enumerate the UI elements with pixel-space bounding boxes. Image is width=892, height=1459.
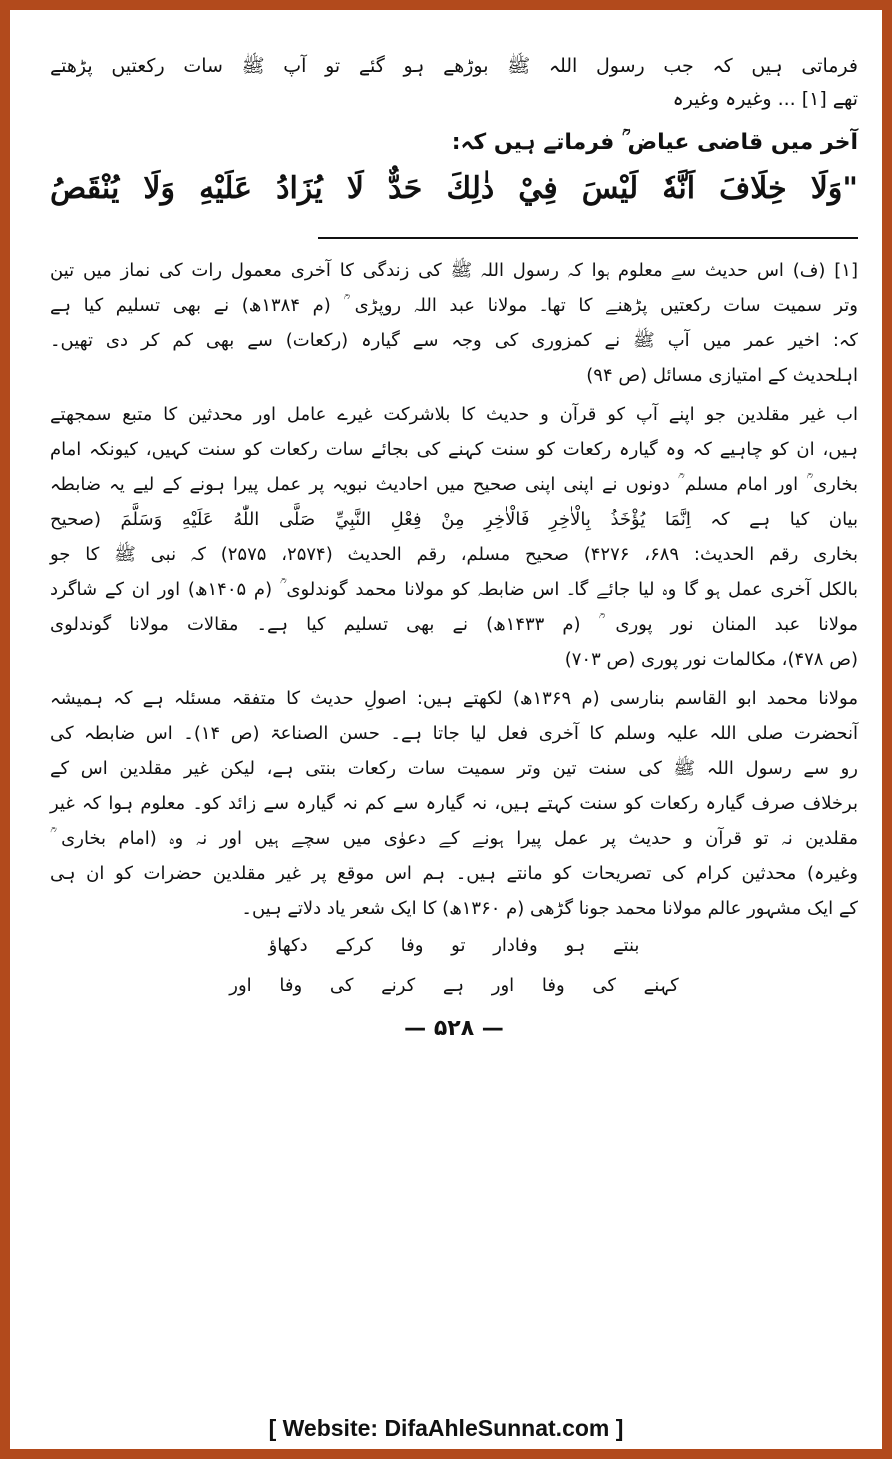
- arabic-quote: "وَلَا خِلَافَ اَنَّهٗ لَيْسَ فِيْ ذٰلِكَ حَدٌّ لَا يُزَادُ عَلَيْهِ وَلَا يُنْقَصُ: [50, 171, 858, 206]
- document-page: [10, 10, 882, 1449]
- footnote-paragraph-1: [50, 253, 858, 393]
- footnote-line: [۱] (ف) اس حدیث سے معلوم ہوا کہ رسول اللہ ﷺ کی زندگی کا آخری معمول رات کی نماز میں تین: [50, 260, 858, 281]
- footnote-line: مولانا عبد المنان نور پوری ؒ (م ۱۴۳۳ھ) نے بھی تسلیم کیا ہے۔ مقالات مولانا گوندلوی: [50, 614, 858, 635]
- footnote-line: (ص ۴۷۸)، مکالمات نور پوری (ص ۷۰۳): [564, 649, 858, 670]
- footnote-paragraph-3: [50, 681, 858, 926]
- page-content: [50, 50, 858, 1045]
- footnote-line: بخاری رقم الحدیث: ۶۸۹، ۴۲۷۶) صحیح مسلم، رقم الحدیث (۲۵۷۴، ۲۵۷۵) کہ نبی ﷺ کا جو: [50, 544, 858, 565]
- footnote-line: اہلحدیث کے امتیازی مسائل (ص ۹۴): [586, 365, 858, 386]
- footnote-line: رو سے رسول اللہ ﷺ کی سنت تین وتر سمیت سات رکعات بنتی ہے، لیکن غیر مقلدین اس کے: [50, 758, 858, 779]
- footnote-line: کے ایک مشہور عالم مولانا محمد جونا گڑھی (م ۱۳۶۰ھ) کا ایک شعر یاد دلاتے ہیں۔: [241, 898, 858, 919]
- footnote-line: مقلدین نہ تو قرآن و حدیث پر عمل پیرا ہونے کے دعوٰی میں سچے ہیں اور نہ وہ (امام بخاری ؒ: [50, 828, 858, 849]
- body-line: فرماتی ہیں کہ جب رسول اللہ ﷺ بوڑھے ہو گئے تو آپ ﷺ سات رکعتیں پڑھتے: [50, 55, 858, 77]
- qadi-iyad-heading: آخر میں قاضی عیاض ؒ فرماتے ہیں کہ:: [451, 130, 858, 155]
- footnote-line: اب غیر مقلدین جو اپنے آپ کو قرآن و حدیث کا بلاشرکت غیرے عامل اور محدثین کا متبع سمجھتے: [50, 404, 858, 425]
- footnote-line: وغیرہ) محدثین کرام کی تصریحات کو مانتے ہیں۔ ہم اس موقع پر غیر مقلدین حضرات کو ان ہی: [50, 863, 858, 884]
- footnote-divider: [318, 237, 858, 239]
- footnote-line: وتر سمیت سات رکعتیں پڑھنے کا تھا۔ مولانا عبد اللہ روپڑی ؒ (م ۱۳۸۴ھ) نے بھی تسلیم کیا ہے: [50, 295, 858, 316]
- footnote-line: بخاری ؒ اور امام مسلم ؒ دونوں نے اپنی اپنی صحیح میں احادیث نبویہ پر عمل پیرا ہونے کے لیے یہ ضابطہ: [50, 474, 858, 495]
- body-line: تھے [۱] ... وغیرہ وغیرہ: [672, 88, 858, 110]
- poem-line: بنتے ہو وفادار تو وفا کرکے دکھاؤ: [268, 935, 640, 956]
- footnote-line: ہیں، ان کو چاہیے کہ وہ گیارہ رکعات کو سنت کہنے کی بجائے سات رکعات کو سنت کہیں، کیونکہ امام: [50, 439, 858, 460]
- footnote-line: کہ: اخیر عمر میں آپ ﷺ نے کمزوری کی وجہ سے گیارہ (رکعات) سے بھی کم کر دی تھیں۔: [50, 330, 858, 351]
- poem-line: کہنے کی وفا اور ہے کرنے کی وفا اور: [229, 975, 679, 996]
- footnote-line: بیان کیا ہے کہ اِنَّمَا يُؤْخَذُ بِالْاٰخِرِ فَالْاٰخِرِ مِنْ فِعْلِ النَّبِيِّ صَلَّى اللّٰهُ عَلَيْهِ وَسَلَّمَ (صحیح: [50, 509, 858, 530]
- footnote-line: آنحضرت صلی اللہ علیہ وسلم کا آخری فعل لیا جاتا ہے۔ حسن الصناعۃ (ص ۱۴)۔ اس ضابطہ کی: [50, 723, 858, 744]
- footnote-paragraph-2: [50, 397, 858, 677]
- footnote-line: مولانا محمد ابو القاسم بنارسی (م ۱۳۶۹ھ) لکھتے ہیں: اصولِ حدیث کا متفقہ مسئلہ ہے کہ ہمیشہ: [50, 688, 858, 709]
- page-number: — ۵۲۸ —: [404, 1016, 504, 1041]
- footnote-line: برخلاف صرف گیارہ رکعات کو سنت کہتے ہیں، نہ گیارہ سے کم نہ گیارہ سے زائد کو۔ معلوم ہوا کہ غیر: [50, 793, 858, 814]
- poem: [50, 926, 858, 1006]
- website-footer: [ Website: DifaAhleSunnat.com ]: [268, 1415, 624, 1441]
- footnote-line: بالکل آخری عمل ہو گا وہ لیا جائے گا۔ اس ضابطہ کو مولانا محمد گوندلوی ؒ (م ۱۴۰۵ھ) اور ان کے شاگرد: [50, 579, 858, 600]
